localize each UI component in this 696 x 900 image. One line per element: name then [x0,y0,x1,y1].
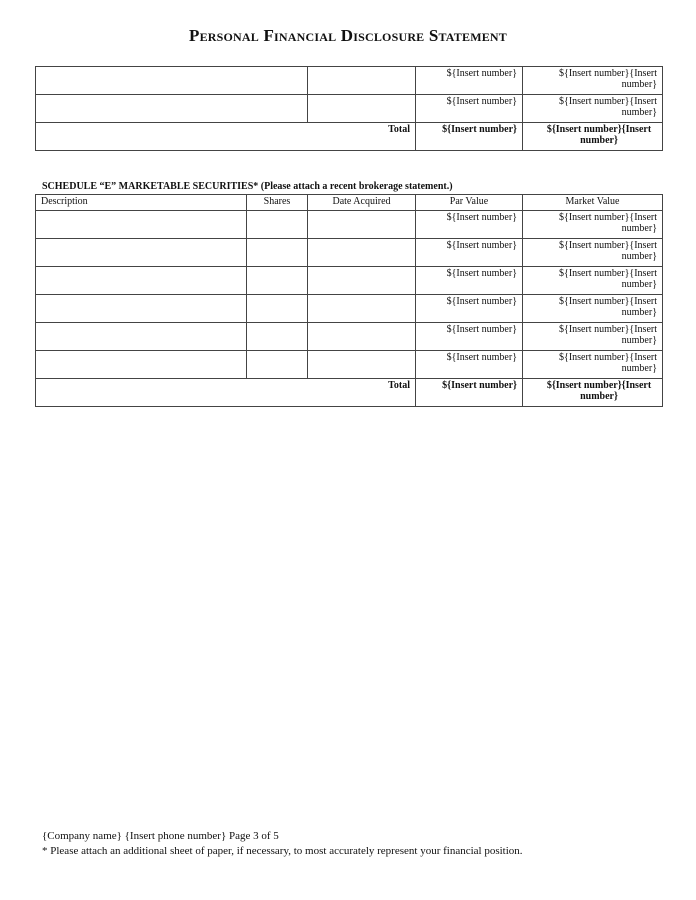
par-value-cell[interactable]: ${Insert number} [416,267,523,295]
page-title: Personal Financial Disclosure Statement [189,26,507,45]
table-cell[interactable] [36,95,308,123]
table-row [36,267,663,295]
shares-cell[interactable] [247,295,308,323]
total-row [36,123,663,151]
par-value-cell[interactable]: ${Insert number} [416,211,523,239]
total-row [36,379,663,407]
header-row [36,195,663,211]
total-value[interactable]: ${Insert number} [416,123,523,151]
table-row [36,211,663,239]
total-market-value[interactable]: ${Insert number}{Insert number} [523,123,663,151]
header-date-acquired: Date Acquired [308,195,416,211]
market-value-cell[interactable]: ${Insert number}{Insert number} [523,295,663,323]
market-value-cell[interactable]: ${Insert number}{Insert number} [523,95,663,123]
table-cell[interactable] [308,95,416,123]
shares-cell[interactable] [247,239,308,267]
footer-note: * Please attach an additional sheet of paper, if necessary, to most accurately represent your financial position. [42,845,523,857]
total-par-value[interactable]: ${Insert number} [416,379,523,407]
shares-cell[interactable] [247,351,308,379]
description-cell[interactable] [36,323,247,351]
market-value-cell[interactable]: ${Insert number}{Insert number} [523,67,663,95]
par-value-cell[interactable]: ${Insert number} [416,351,523,379]
table-row [36,239,663,267]
header-description: Description [36,195,247,211]
total-market-value[interactable]: ${Insert number}{Insert number} [523,379,663,407]
table-row [36,351,663,379]
header-par-value: Par Value [416,195,523,211]
table-row [36,95,663,123]
description-cell[interactable] [36,211,247,239]
table-row [36,67,663,95]
market-value-cell[interactable]: ${Insert number}{Insert number} [523,323,663,351]
footer-company-line: {Company name} {Insert phone number} Page 3 of 5 [42,830,279,842]
market-value-cell[interactable]: ${Insert number}{Insert number} [523,239,663,267]
assets-table [35,66,663,151]
table-cell[interactable] [36,67,308,95]
shares-cell[interactable] [247,323,308,351]
date-acquired-cell[interactable] [308,211,416,239]
total-label: Total [36,123,416,151]
total-label: Total [36,379,416,407]
value-cell[interactable]: ${Insert number} [416,67,523,95]
shares-cell[interactable] [247,211,308,239]
market-value-cell[interactable]: ${Insert number}{Insert number} [523,351,663,379]
date-acquired-cell[interactable] [308,295,416,323]
description-cell[interactable] [36,267,247,295]
date-acquired-cell[interactable] [308,323,416,351]
table-row [36,323,663,351]
market-value-cell[interactable]: ${Insert number}{Insert number} [523,211,663,239]
table-row [36,295,663,323]
value-cell[interactable]: ${Insert number} [416,95,523,123]
par-value-cell[interactable]: ${Insert number} [416,323,523,351]
date-acquired-cell[interactable] [308,267,416,295]
description-cell[interactable] [36,295,247,323]
schedule-e-heading: SCHEDULE “E” MARKETABLE SECURITIES* (Please attach a recent brokerage statement.) [42,181,453,192]
description-cell[interactable] [36,351,247,379]
market-value-cell[interactable]: ${Insert number}{Insert number} [523,267,663,295]
date-acquired-cell[interactable] [308,351,416,379]
date-acquired-cell[interactable] [308,239,416,267]
table-cell[interactable] [308,67,416,95]
header-market-value: Market Value [523,195,663,211]
shares-cell[interactable] [247,267,308,295]
header-shares: Shares [247,195,308,211]
description-cell[interactable] [36,239,247,267]
par-value-cell[interactable]: ${Insert number} [416,239,523,267]
par-value-cell[interactable]: ${Insert number} [416,295,523,323]
securities-table [35,194,663,407]
